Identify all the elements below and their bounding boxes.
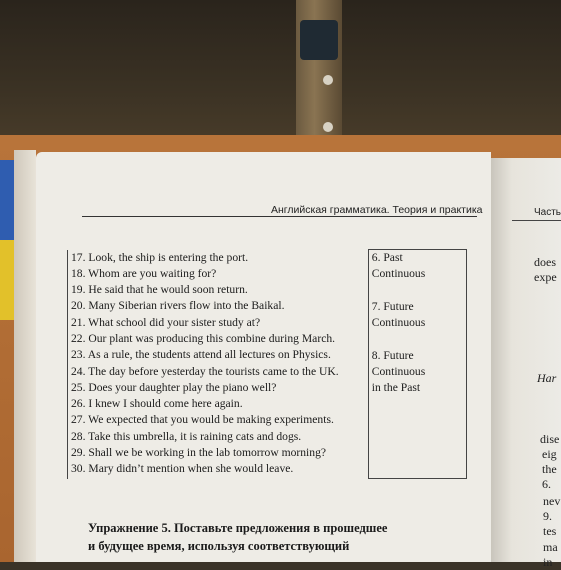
tense-label: 6. Past	[371, 251, 403, 264]
sentence-line: 30. Mary didn’t mention when she would leave.	[71, 462, 294, 476]
page-edge	[14, 150, 36, 562]
background-dark	[0, 0, 561, 150]
tense-label: in the Past	[371, 381, 421, 395]
tense-label: 7. Future	[371, 299, 414, 313]
sentence-line: 18. Whom are you waiting for?	[71, 266, 217, 280]
flag-yellow	[0, 240, 14, 320]
exercise-line: Упражнение 5. Поставьте предложения в прошедшее	[88, 521, 388, 535]
sentence-line: 20. Many Siberian rivers flow into the Baikal.	[71, 299, 285, 313]
header-rule	[82, 216, 477, 217]
running-head: Английская грамматика. Теория и практика	[271, 204, 483, 216]
facing-fragment: dise	[540, 432, 560, 446]
tense-label: Continuous	[371, 365, 426, 379]
facing-fragment: expe	[534, 270, 557, 284]
tense-label: Continuous	[371, 316, 426, 330]
facing-fragment: eig	[542, 447, 557, 461]
sentence-line: 23. As a rule, the students attend all lectures on Physics.	[71, 348, 331, 362]
facing-fragment: in	[543, 555, 553, 569]
sentence-line: 17. Look, the ship is entering the port.	[71, 250, 249, 264]
sentence-line: 27. We expected that you would be making experiments.	[71, 413, 334, 427]
exercise-line: и будущее время, используя соответствующий	[88, 538, 350, 553]
stand-hole	[323, 122, 333, 132]
sentence-line: 19. He said that he would soon return.	[71, 283, 248, 297]
tense-column	[368, 250, 466, 479]
sentence-column	[68, 250, 369, 479]
stand-hole	[323, 75, 333, 85]
facing-fragment: the	[542, 462, 557, 476]
sentence-line: 22. Our plant was producing this combine during March.	[71, 331, 336, 345]
sentence-line: 25. Does your daughter play the piano well?	[71, 380, 277, 394]
tense-label: 8. Future	[371, 348, 414, 362]
sentence-line: 29. Shall we be working in the lab tomorrow morning?	[71, 446, 327, 460]
exercise-heading	[88, 520, 468, 555]
exercise-table	[67, 249, 467, 479]
facing-fragment: ma	[543, 540, 558, 554]
facing-header-rule	[512, 220, 561, 221]
sentence-line: 21. What school did your sister study at?	[71, 315, 261, 329]
tense-label: Continuous	[371, 267, 426, 281]
flag-blue	[0, 160, 14, 240]
facing-fragment: nev	[543, 494, 561, 508]
facing-fragment: 9.	[543, 509, 552, 523]
facing-fragment: tes	[543, 524, 557, 538]
facing-running-head: Часть	[534, 207, 561, 218]
facing-fragment: does	[534, 255, 556, 269]
sentence-line: 24. The day before yesterday the tourists came to the UK.	[71, 364, 339, 378]
facing-fragment: 6.	[542, 477, 551, 491]
sentence-line: 26. I knew I should come here again.	[71, 397, 243, 411]
sentence-line: 28. Take this umbrella, it is raining cats and dogs.	[71, 429, 302, 443]
facing-fragment: Har	[537, 371, 557, 385]
pencil-stand-top	[300, 20, 338, 60]
